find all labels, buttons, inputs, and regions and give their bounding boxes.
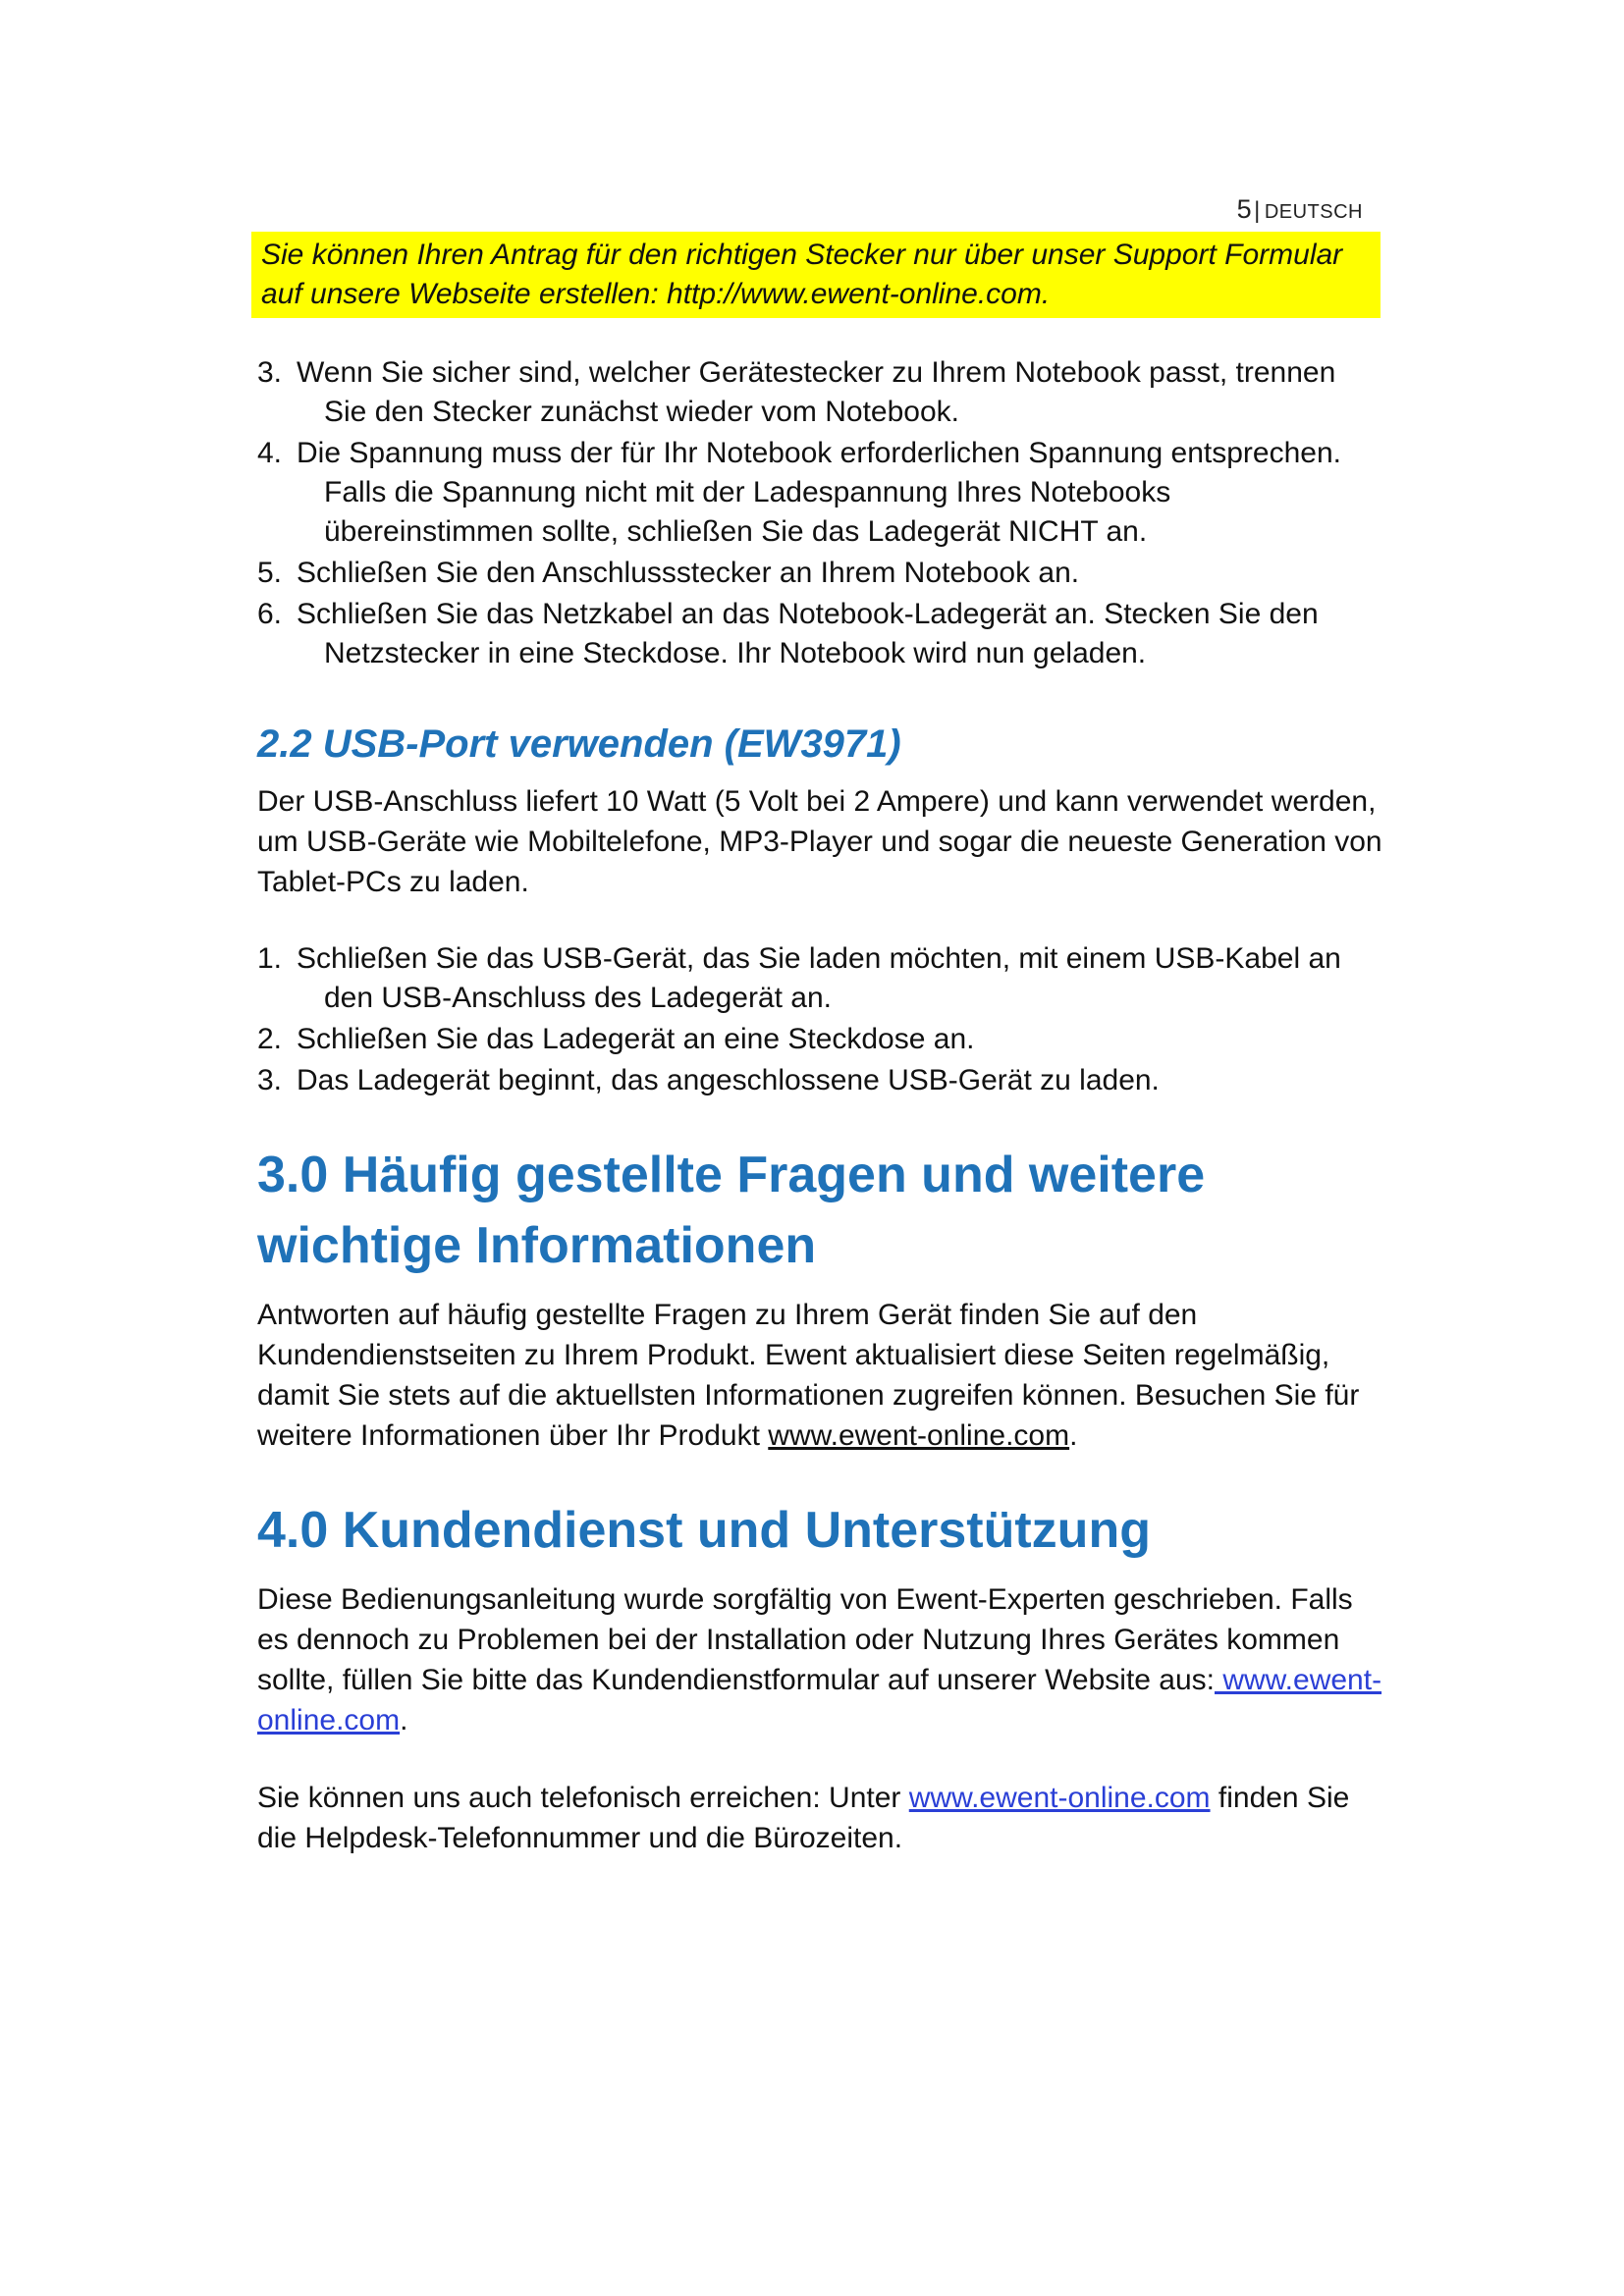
list-item-text: Schließen Sie das Netzkabel an das Notebook-Ladegerät an. Stecken Sie den: [297, 598, 1319, 630]
section-4-phone-text-end: finden Sie die Helpdesk-Telefonnummer und die Bürozeiten.: [257, 1782, 1350, 1854]
list-item: [257, 554, 1386, 593]
list-item-number: 4.: [257, 437, 283, 469]
list-item: [257, 434, 1386, 552]
section-4-phone-text: Sie können uns auch telefonisch erreichen: Unter: [257, 1782, 909, 1814]
list-item: [257, 353, 1386, 432]
section-4-text-end: .: [400, 1704, 408, 1736]
ewent-website-link[interactable]: www.ewent-online.com: [768, 1419, 1070, 1452]
section-3-text: Antworten auf häufig gestellte Fragen zu Ihrem Gerät finden Sie auf den Kundendienstseiten zu Ihrem Produkt. Ewent aktualisiert diese Seiten regelmäßig, damit Sie stets auf die aktuellsten Informationen zugreifen können. Besuchen Sie für weitere Informationen über Ihr Produkt: [257, 1299, 1360, 1452]
highlighted-note: [251, 232, 1380, 318]
list-item-text: Schließen Sie das Ladegerät an eine Steckdose an.: [297, 1023, 975, 1055]
list-item-number: 3.: [257, 356, 283, 389]
section-4-paragraph-2: [257, 1778, 1386, 1858]
content-column: [257, 353, 1386, 1896]
helpdesk-link[interactable]: www.ewent-online.com: [908, 1782, 1211, 1814]
list-item-number: 2.: [257, 1023, 283, 1055]
list-item-text: Das Ladegerät beginnt, das angeschlossene USB-Gerät zu laden.: [297, 1064, 1160, 1096]
section-3-text-end: .: [1069, 1419, 1078, 1452]
section-3-body: [257, 1295, 1386, 1456]
list-item-number: 3.: [257, 1064, 283, 1096]
steps-list-continued: [257, 353, 1386, 673]
list-item: [257, 1020, 1386, 1059]
header-separator: |: [1254, 197, 1261, 224]
section-heading-4: 4.0 Kundendienst und Unterstützung: [257, 1502, 1151, 1559]
page-number: 5: [1236, 194, 1253, 224]
section-heading-2-2: 2.2 USB-Port verwenden (EW3971): [257, 722, 901, 766]
list-item-text: Wenn Sie sicher sind, welcher Gerätestecker zu Ihrem Notebook passt, trennen: [297, 356, 1336, 389]
section-4-text: Diese Bedienungsanleitung wurde sorgfältig von Ewent-Experten geschrieben. Falls es dennoch zu Problemen bei der Installation oder Nutzung Ihres Gerätes kommen sollte, füllen Sie bitte das Kundendienstformular auf unserer Website aus:: [257, 1583, 1353, 1696]
section-heading-3: 3.0 Häufig gestellte Fragen und weitere wichtige Informationen: [257, 1147, 1206, 1274]
list-item-text: Schließen Sie das USB-Gerät, das Sie laden möchten, mit einem USB-Kabel an: [297, 942, 1341, 975]
note-line-2: auf unsere Webseite erstellen: http://www.ewent-online.com.: [261, 278, 1051, 310]
section-4-paragraph-1: [257, 1579, 1386, 1740]
list-item: [257, 939, 1386, 1018]
list-item-text: Die Spannung muss der für Ihr Notebook erforderlichen Spannung entsprechen.: [297, 437, 1341, 469]
list-item: [257, 1061, 1386, 1100]
page-header: [1237, 194, 1363, 225]
section-2-2-intro: Der USB-Anschluss liefert 10 Watt (5 Volt bei 2 Ampere) und kann verwendet werden, um USB-Geräte wie Mobiltelefone, MP3-Player und sogar die neueste Generation von Tablet-PCs zu laden.: [257, 785, 1382, 898]
list-item-text-cont: Falls die Spannung nicht mit der Ladespannung Ihres Notebooks übereinstimmen sollte, schließen Sie das Ladegerät NICHT an.: [324, 476, 1171, 548]
list-item-number: 6.: [257, 598, 283, 630]
list-item-text-cont: den USB-Anschluss des Ladegerät an.: [324, 982, 832, 1014]
header-language: DEUTSCH: [1264, 201, 1363, 223]
list-item-text-cont: Sie den Stecker zunächst wieder vom Notebook.: [324, 396, 960, 428]
usb-steps-list: [257, 939, 1386, 1100]
note-line-1: Sie können Ihren Antrag für den richtigen Stecker nur über unser Support Formular: [261, 239, 1343, 271]
support-form-link[interactable]: www.ewent-online.com: [257, 1664, 1382, 1736]
list-item-text-cont: Netzstecker in eine Steckdose. Ihr Notebook wird nun geladen.: [324, 637, 1147, 669]
list-item-number: 1.: [257, 942, 283, 975]
list-item-text: Schließen Sie den Anschlussstecker an Ihrem Notebook an.: [297, 557, 1080, 589]
list-item: [257, 595, 1386, 673]
list-item-number: 5.: [257, 557, 283, 589]
